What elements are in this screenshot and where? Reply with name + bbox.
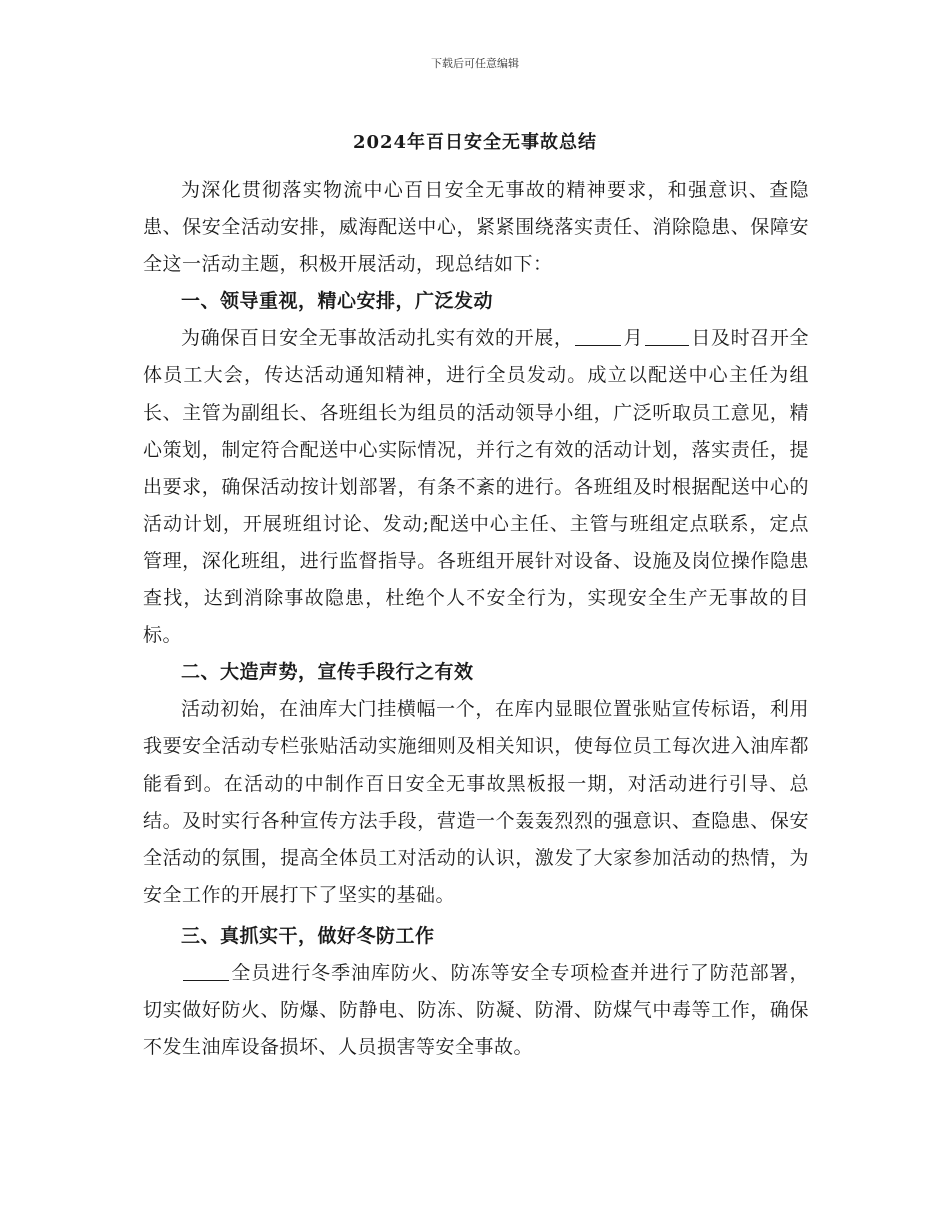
intro-paragraph: 为深化贯彻落实物流中心百日安全无事故的精神要求，和强意识、查隐患、保安全活动安排，威海配送中心，紧紧围绕落实责任、消除隐患、保障安全这一活动主题，积极开展活动，现总结如下： (143, 179, 809, 276)
section-1-text-a: 为确保百日安全无事故活动扎实有效的开展， (181, 327, 574, 350)
section-1-paragraph (143, 320, 809, 654)
section-3-text: 全员进行冬季油库防火、防冻等安全专项检查并进行了防范部署，切实做好防火、防爆、防静电、防冻、防凝、防滑、防煤气中毒等工作，确保不发生油库设备损坏、人员损害等安全事故。 (143, 961, 809, 1059)
document-title: 2024年百日安全无事故总结 (352, 132, 598, 153)
page-header-note: 下载后可任意编辑 (431, 57, 519, 70)
document-body (143, 172, 809, 1066)
day-blank (645, 326, 689, 346)
section-3-heading: 三、真抓实干，做好冬防工作 (181, 924, 435, 947)
section-1-heading: 一、领导重视，精心安排，广泛发动 (181, 290, 494, 313)
section-2-paragraph: 活动初始，在油库大门挂横幅一个，在库内显眼位置张贴宣传标语，利用我要安全活动专栏张贴活动实施细则及相关知识，使每位员工每次进入油库都能看到。在活动的中制作百日安全无事故黑板报一期，对活动进行引导、总结。及时实行各种宣传方法手段，营造一个轰轰烈烈的强意识、查隐患、保安全活动的氛围，提高全体员工对活动的认识，激发了大家参加活动的热情，为安全工作的开展打下了坚实的基础。 (143, 698, 809, 906)
leading-blank (183, 961, 229, 981)
section-1-text-b: 月 (623, 327, 644, 350)
section-1-text-c: 日及时召开全体员工大会，传达活动通知精神，进行全员发动。成立以配送中心主任为组长、主管为副组长、各班组长为组员的活动领导小组，广泛听取员工意见，精心策划，制定符合配送中心实际情况，并行之有效的活动计划，落实责任，提出要求，确保活动按计划部署，有条不紊的进行。各班组及时根据配送中心的活动计划，开展班组讨论、发动;配送中心主任、主管与班组定点联系，定点管理，深化班组，进行监督指导。各班组开展针对设备、设施及岗位操作隐患查找，达到消除事故隐患，杜绝个人不安全行为，实现安全生产无事故的目标。 (143, 327, 809, 647)
month-blank (575, 326, 621, 346)
section-3-paragraph (143, 955, 809, 1066)
section-2-heading: 二、大造声势，宣传手段行之有效 (181, 661, 474, 684)
